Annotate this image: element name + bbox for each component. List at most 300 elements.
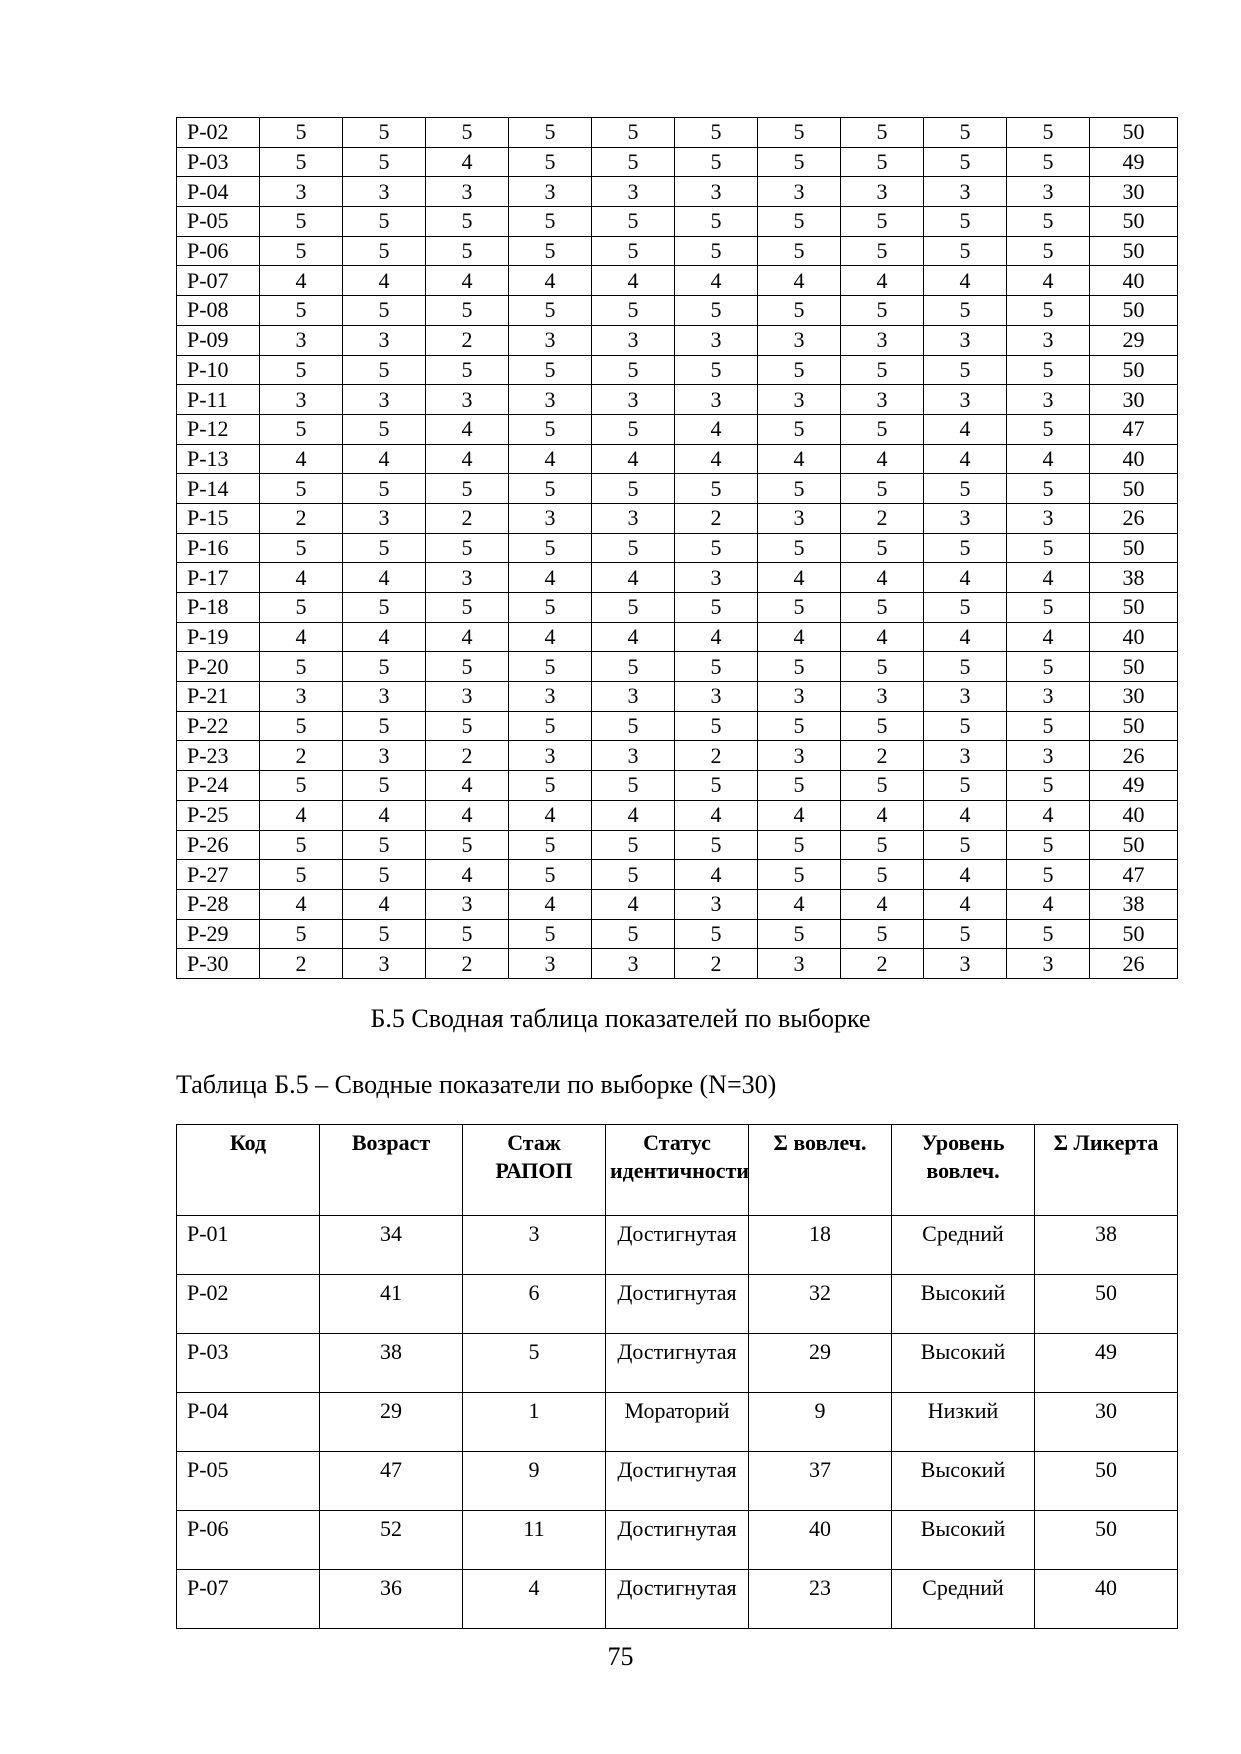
score-cell: 3 [758,503,841,533]
score-cell: 5 [509,830,592,860]
score-cell: 5 [758,355,841,385]
score-cell: 5 [343,414,426,444]
total-score-cell: 50 [1090,919,1178,949]
score-cell: 3 [758,325,841,355]
score-cell: 3 [1007,325,1090,355]
column-header: Статус идентичности [606,1125,749,1216]
table-row [177,919,1178,949]
score-cell: 3 [1007,741,1090,771]
score-cell: 5 [841,830,924,860]
score-cell: 4 [1007,622,1090,652]
score-cell: 5 [592,355,675,385]
score-cell: 4 [509,622,592,652]
score-cell: 5 [426,207,509,237]
score-cell: 4 [758,444,841,474]
score-cell: 4 [675,444,758,474]
likert-scores-table [176,117,1178,979]
respondent-code-cell: Р-16 [177,533,260,563]
score-cell: 4 [924,414,1007,444]
total-score-cell: 40 [1090,800,1178,830]
score-cell: 5 [841,296,924,326]
score-cell: 5 [426,236,509,266]
total-score-cell: 40 [1090,444,1178,474]
table-cell: Высокий [892,1452,1035,1511]
total-score-cell: 50 [1090,355,1178,385]
score-cell: 5 [343,593,426,623]
summary-table-header-row [177,1125,1178,1216]
table-cell: 11 [463,1511,606,1570]
score-cell: 5 [758,771,841,801]
score-cell: 3 [1007,177,1090,207]
score-cell: 5 [758,830,841,860]
respondent-code-cell: Р-25 [177,800,260,830]
score-cell: 5 [343,771,426,801]
score-cell: 5 [343,118,426,148]
score-cell: 3 [592,741,675,771]
score-cell: 5 [1007,860,1090,890]
score-cell: 5 [758,474,841,504]
table-cell: 6 [463,1275,606,1334]
score-cell: 4 [343,622,426,652]
score-cell: 5 [675,147,758,177]
score-cell: 5 [675,118,758,148]
score-cell: 2 [675,741,758,771]
score-cell: 3 [426,889,509,919]
table-row [177,652,1178,682]
total-score-cell: 49 [1090,147,1178,177]
score-cell: 4 [841,266,924,296]
score-cell: 3 [592,177,675,207]
table-row [177,444,1178,474]
score-cell: 3 [924,741,1007,771]
score-cell: 5 [1007,296,1090,326]
total-score-cell: 50 [1090,593,1178,623]
score-cell: 5 [675,771,758,801]
table-row [177,860,1178,890]
table-row [177,503,1178,533]
score-cell: 3 [343,949,426,979]
score-cell: 4 [1007,266,1090,296]
score-cell: 5 [343,652,426,682]
score-cell: 4 [841,800,924,830]
score-cell: 2 [426,949,509,979]
score-cell: 5 [592,533,675,563]
score-cell: 5 [758,236,841,266]
score-cell: 5 [841,147,924,177]
table-row [177,325,1178,355]
score-cell: 5 [1007,830,1090,860]
table-cell: 37 [749,1452,892,1511]
score-cell: 4 [758,889,841,919]
total-score-cell: 47 [1090,860,1178,890]
table-row [177,177,1178,207]
score-cell: 4 [509,800,592,830]
table-cell: Достигнутая [606,1275,749,1334]
table-cell: 5 [463,1334,606,1393]
score-cell: 3 [675,177,758,207]
score-cell: 5 [343,711,426,741]
column-header: Код [177,1125,320,1216]
table-cell: Низкий [892,1393,1035,1452]
score-cell: 5 [924,919,1007,949]
table-cell: 3 [463,1216,606,1275]
respondent-code-cell: Р-21 [177,682,260,712]
table-cell: 18 [749,1216,892,1275]
score-cell: 5 [758,652,841,682]
score-cell: 5 [426,118,509,148]
score-cell: 4 [841,563,924,593]
table-row [177,889,1178,919]
score-cell: 5 [675,711,758,741]
total-score-cell: 26 [1090,503,1178,533]
score-cell: 3 [758,682,841,712]
score-cell: 4 [841,622,924,652]
score-cell: 3 [343,325,426,355]
table-row [177,1216,1178,1275]
total-score-cell: 30 [1090,682,1178,712]
score-cell: 5 [509,118,592,148]
score-cell: 5 [924,652,1007,682]
score-cell: 5 [509,355,592,385]
score-cell: 3 [260,325,343,355]
score-cell: 5 [260,207,343,237]
score-cell: 4 [1007,889,1090,919]
score-cell: 5 [675,296,758,326]
table-cell: Р-05 [177,1452,320,1511]
score-cell: 4 [758,622,841,652]
table-caption: Таблица Б.5 – Сводные показатели по выборке (N=30) [176,1070,777,1099]
score-cell: 3 [592,949,675,979]
total-score-cell: 29 [1090,325,1178,355]
score-cell: 3 [426,563,509,593]
score-cell: 4 [509,266,592,296]
score-cell: 5 [841,533,924,563]
table-cell: Достигнутая [606,1511,749,1570]
score-cell: 4 [509,563,592,593]
score-cell: 5 [592,207,675,237]
score-cell: 5 [509,296,592,326]
score-cell: 3 [758,385,841,415]
score-cell: 2 [841,503,924,533]
score-cell: 5 [841,236,924,266]
score-cell: 5 [924,147,1007,177]
score-cell: 5 [260,919,343,949]
table-row [177,563,1178,593]
score-cell: 5 [509,207,592,237]
total-score-cell: 50 [1090,236,1178,266]
score-cell: 5 [509,147,592,177]
respondent-code-cell: Р-09 [177,325,260,355]
column-header: Возраст [320,1125,463,1216]
score-cell: 5 [924,830,1007,860]
score-cell: 5 [343,296,426,326]
score-cell: 5 [758,207,841,237]
score-cell: 3 [592,503,675,533]
table-cell: Р-07 [177,1570,320,1629]
score-cell: 5 [592,771,675,801]
score-cell: 3 [841,177,924,207]
score-cell: 4 [1007,444,1090,474]
score-cell: 3 [343,177,426,207]
respondent-code-cell: Р-28 [177,889,260,919]
score-cell: 5 [343,860,426,890]
respondent-code-cell: Р-06 [177,236,260,266]
table-cell: Р-03 [177,1334,320,1393]
score-cell: 5 [260,355,343,385]
respondent-code-cell: Р-14 [177,474,260,504]
table-row [177,800,1178,830]
score-cell: 5 [675,207,758,237]
score-cell: 5 [758,118,841,148]
score-cell: 5 [924,207,1007,237]
score-cell: 5 [509,236,592,266]
table-row [177,682,1178,712]
score-cell: 5 [1007,593,1090,623]
score-cell: 3 [758,741,841,771]
respondent-code-cell: Р-11 [177,385,260,415]
table-row [177,385,1178,415]
score-cell: 3 [509,385,592,415]
summary-table [176,1124,1178,1629]
score-cell: 5 [675,474,758,504]
score-cell: 4 [426,771,509,801]
score-cell: 4 [343,563,426,593]
respondent-code-cell: Р-05 [177,207,260,237]
total-score-cell: 49 [1090,771,1178,801]
score-cell: 5 [260,533,343,563]
score-cell: 4 [260,889,343,919]
respondent-code-cell: Р-12 [177,414,260,444]
table-row [177,1334,1178,1393]
table-cell: Высокий [892,1275,1035,1334]
table-cell: 32 [749,1275,892,1334]
table-cell: 50 [1035,1275,1178,1334]
table-cell: 40 [749,1511,892,1570]
table-row [177,593,1178,623]
score-cell: 3 [343,741,426,771]
score-cell: 5 [1007,652,1090,682]
score-cell: 3 [675,563,758,593]
score-cell: 3 [592,325,675,355]
score-cell: 4 [924,444,1007,474]
score-cell: 3 [426,385,509,415]
table-cell: 4 [463,1570,606,1629]
column-header: Σ вовлеч. [749,1125,892,1216]
score-cell: 2 [426,741,509,771]
respondent-code-cell: Р-03 [177,147,260,177]
score-cell: 5 [841,414,924,444]
score-cell: 5 [924,533,1007,563]
respondent-code-cell: Р-07 [177,266,260,296]
score-cell: 5 [758,414,841,444]
table-row [177,830,1178,860]
total-score-cell: 50 [1090,207,1178,237]
score-cell: 5 [426,355,509,385]
score-cell: 2 [426,503,509,533]
respondent-code-cell: Р-22 [177,711,260,741]
score-cell: 5 [260,711,343,741]
score-cell: 5 [1007,533,1090,563]
total-score-cell: 38 [1090,889,1178,919]
score-cell: 2 [260,741,343,771]
score-cell: 4 [260,266,343,296]
score-cell: 5 [841,919,924,949]
score-cell: 5 [260,593,343,623]
score-cell: 3 [675,325,758,355]
score-cell: 5 [592,652,675,682]
score-cell: 3 [924,177,1007,207]
total-score-cell: 50 [1090,711,1178,741]
score-cell: 5 [675,830,758,860]
score-cell: 5 [924,474,1007,504]
score-cell: 4 [592,622,675,652]
score-cell: 3 [1007,949,1090,979]
score-cell: 4 [1007,563,1090,593]
score-cell: 4 [426,266,509,296]
score-cell: 5 [426,533,509,563]
score-cell: 4 [1007,800,1090,830]
table-row [177,355,1178,385]
score-cell: 3 [343,503,426,533]
score-cell: 4 [924,622,1007,652]
total-score-cell: 47 [1090,414,1178,444]
score-cell: 5 [343,207,426,237]
table-cell: Р-04 [177,1393,320,1452]
score-cell: 5 [924,355,1007,385]
score-cell: 5 [426,919,509,949]
score-cell: 3 [509,949,592,979]
table-cell: Р-02 [177,1275,320,1334]
table-row [177,474,1178,504]
score-cell: 3 [924,385,1007,415]
score-cell: 5 [592,860,675,890]
score-cell: 5 [509,414,592,444]
score-cell: 2 [841,949,924,979]
score-cell: 3 [592,385,675,415]
total-score-cell: 40 [1090,266,1178,296]
score-cell: 4 [924,563,1007,593]
respondent-code-cell: Р-15 [177,503,260,533]
score-cell: 2 [675,503,758,533]
total-score-cell: 50 [1090,652,1178,682]
score-cell: 4 [675,860,758,890]
score-cell: 4 [343,800,426,830]
score-cell: 5 [509,860,592,890]
score-cell: 4 [924,266,1007,296]
summary-table-body [177,1216,1178,1629]
score-cell: 5 [426,652,509,682]
score-cell: 3 [924,325,1007,355]
respondent-code-cell: Р-24 [177,771,260,801]
score-cell: 4 [426,444,509,474]
table-cell: Достигнутая [606,1452,749,1511]
total-score-cell: 26 [1090,949,1178,979]
table-row [177,266,1178,296]
total-score-cell: 26 [1090,741,1178,771]
table-row [177,1452,1178,1511]
score-cell: 5 [592,296,675,326]
score-cell: 4 [675,622,758,652]
table-row [177,147,1178,177]
score-cell: 5 [1007,474,1090,504]
table-cell: 23 [749,1570,892,1629]
score-cell: 3 [924,949,1007,979]
score-cell: 4 [343,266,426,296]
score-cell: 5 [841,652,924,682]
score-cell: 2 [260,503,343,533]
table-row [177,296,1178,326]
score-cell: 5 [426,593,509,623]
score-cell: 2 [426,325,509,355]
score-cell: 5 [260,118,343,148]
score-cell: 4 [924,889,1007,919]
score-cell: 5 [343,147,426,177]
score-cell: 5 [260,414,343,444]
score-cell: 5 [675,355,758,385]
table-row [177,236,1178,266]
table-cell: 9 [463,1452,606,1511]
score-cell: 3 [841,325,924,355]
table-cell: Р-01 [177,1216,320,1275]
total-score-cell: 50 [1090,296,1178,326]
table-cell: 36 [320,1570,463,1629]
table-cell: 47 [320,1452,463,1511]
score-cell: 4 [426,622,509,652]
respondent-code-cell: Р-29 [177,919,260,949]
score-cell: 5 [426,296,509,326]
total-score-cell: 30 [1090,177,1178,207]
score-cell: 4 [260,800,343,830]
score-cell: 5 [343,236,426,266]
score-cell: 5 [1007,236,1090,266]
respondent-code-cell: Р-18 [177,593,260,623]
score-cell: 3 [509,503,592,533]
total-score-cell: 50 [1090,533,1178,563]
score-cell: 5 [343,919,426,949]
score-cell: 4 [758,266,841,296]
score-cell: 3 [509,177,592,207]
table-cell: Р-06 [177,1511,320,1570]
score-cell: 5 [260,296,343,326]
score-cell: 5 [675,652,758,682]
score-cell: 5 [841,711,924,741]
score-cell: 5 [841,593,924,623]
score-cell: 5 [1007,355,1090,385]
table-cell: Достигнутая [606,1570,749,1629]
table-cell: 29 [320,1393,463,1452]
table-cell: 38 [320,1334,463,1393]
table-cell: 1 [463,1393,606,1452]
score-cell: 3 [509,741,592,771]
column-header: Стаж РАПОП [463,1125,606,1216]
score-cell: 5 [924,771,1007,801]
score-cell: 5 [592,919,675,949]
score-cell: 5 [924,593,1007,623]
score-cell: 5 [592,474,675,504]
score-cell: 4 [260,563,343,593]
total-score-cell: 40 [1090,622,1178,652]
score-cell: 5 [841,355,924,385]
score-cell: 5 [1007,147,1090,177]
score-cell: 5 [758,919,841,949]
score-cell: 5 [592,414,675,444]
total-score-cell: 38 [1090,563,1178,593]
respondent-code-cell: Р-23 [177,741,260,771]
table-row [177,1393,1178,1452]
score-cell: 4 [592,889,675,919]
score-cell: 3 [343,385,426,415]
total-score-cell: 30 [1090,385,1178,415]
